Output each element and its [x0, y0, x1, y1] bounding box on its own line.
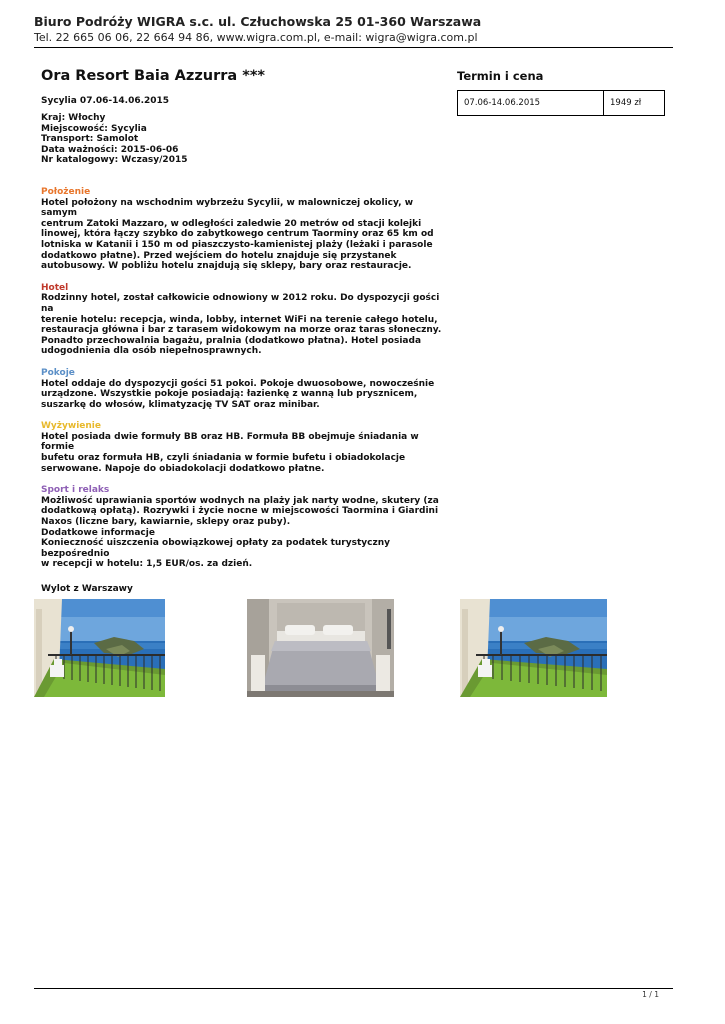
section-lines: [41, 432, 451, 474]
section-line: terenie hotelu: recepcja, winda, lobby, internet WiFi na terenie całego hotelu,: [41, 314, 438, 325]
section-line: Rodzinny hotel, został całkowicie odnowiony w 2012 roku. Do dyspozycji gości na: [41, 293, 440, 314]
section-line: lotniska w Katanii i 150 m od piaszczysto-kamienistej plaży (leżaki i parasole: [41, 239, 433, 250]
company-name: Biuro Podróży WIGRA s.c. ul. Człuchowska 25 01-360 Warszawa: [34, 14, 482, 29]
detail-location: Miejscowość: Sycylia: [41, 123, 147, 134]
photo-hotel-room: [247, 599, 394, 697]
detail-validity: Data ważności: 2015-06-06: [41, 144, 179, 155]
section-line: dodatkową opłatą). Rozrywki i życie nocne w miejscowości Taormina i Giardini: [41, 506, 439, 517]
section-location: [41, 187, 451, 272]
section-heading: Hotel: [41, 282, 69, 293]
section-line: w recepcji w hotelu: 1,5 EUR/os. za dzień.: [41, 559, 253, 570]
company-contact: Tel. 22 665 06 06, 22 664 94 86, www.wigra.com.pl, e-mail: wigra@wigra.com.pl: [34, 31, 478, 44]
section-line: restauracja główna i bar z tarasem widokowym na morze oraz taras słoneczny.: [41, 325, 442, 336]
section-line: Hotel posiada dwie formuły BB oraz HB. Formuła BB obejmuje śniadania w formie: [41, 431, 419, 453]
section-lines: [41, 198, 451, 272]
detail-transport: Transport: Samolot: [41, 134, 139, 145]
pricing-table: [457, 90, 665, 116]
header-divider: [34, 47, 673, 48]
departure-info: Wylot z Warszawy: [41, 584, 133, 594]
section-line: urządzone. Wszystkie pokoje posiadają: łazienkę z wanną lub prysznicem,: [41, 389, 418, 400]
section-line: Hotel położony na wschodnim wybrzeżu Sycylii, w malowniczej okolicy, w samym: [41, 197, 414, 219]
section-heading: Pokoje: [41, 367, 75, 378]
footer-divider: [34, 988, 673, 989]
section-lines: [41, 379, 451, 411]
section-line: Naxos (liczne bary, kawiarnie, sklepy oraz puby).: [41, 517, 291, 528]
section-line: linowej, która łączy szybko do zabytkowego centrum Taorminy oraz 65 km od: [41, 229, 434, 240]
detail-catalog-number: Nr katalogowy: Wczasy/2015: [41, 155, 188, 166]
section-line: bufetu oraz formuła HB, czyli śniadania w formie bufetu i obiadokolacje: [41, 453, 406, 464]
offer-details: [41, 113, 187, 166]
description-sections: [41, 187, 451, 595]
section-line: udogodnienia dla osób niepełnosprawnych.: [41, 346, 262, 357]
section-line: suszarkę do włosów, klimatyzację TV SAT oraz minibar.: [41, 399, 320, 410]
pricing-heading: Termin i cena: [457, 69, 544, 83]
page-number: 1 / 1: [642, 990, 659, 999]
section-meals: [41, 421, 451, 474]
section-lines: [41, 496, 451, 570]
pricing-price-cell: 1949 zł: [610, 98, 642, 108]
section-line: Możliwość uprawiania sportów wodnych na plaży jak narty wodne, skutery (za: [41, 495, 439, 506]
section-lines: [41, 293, 451, 357]
section-heading: Wyżywienie: [41, 421, 101, 432]
section-line: serwowane. Napoje do obiadokolacji dodatkowo płatne.: [41, 463, 325, 474]
section-line: Hotel oddaje do dyspozycji gości 51 pokoi. Pokoje dwuosobowe, nowocześnie: [41, 378, 435, 389]
section-line: Konieczność uiszczenia obowiązkowej opłaty za podatek turystyczny bezpośrednio: [41, 538, 390, 559]
section-line: centrum Zatoki Mazzaro, w odległości zaledwie 20 metrów od stacji kolejki: [41, 218, 422, 229]
detail-country: Kraj: Włochy: [41, 113, 106, 123]
offer-title: Ora Resort Baia Azzurra ***: [41, 68, 265, 84]
section-line: autobusowy. W pobliżu hotelu znajdują się sklepy, bary oraz restauracje.: [41, 261, 412, 272]
section-rooms: [41, 368, 451, 410]
offer-dates: Sycylia 07.06-14.06.2015: [41, 96, 170, 106]
section-heading: Sport i relaks: [41, 485, 110, 496]
section-hotel: [41, 283, 451, 357]
photo-balcony-sea-view-2: [460, 599, 607, 697]
section-heading: Położenie: [41, 187, 91, 197]
pricing-date-cell: 07.06-14.06.2015: [458, 91, 604, 115]
section-line: Ponadto przechowalnia bagażu, pralnia (dodatkowo płatna). Hotel posiada: [41, 335, 422, 346]
section-line: dodatkowo płatne). Przed wejściem do hotelu znajduje się przystanek: [41, 250, 397, 261]
photo-balcony-sea-view: [34, 599, 165, 697]
section-sport: [41, 485, 451, 570]
section-line: Dodatkowe informacje: [41, 527, 155, 538]
document-header: [34, 14, 481, 45]
